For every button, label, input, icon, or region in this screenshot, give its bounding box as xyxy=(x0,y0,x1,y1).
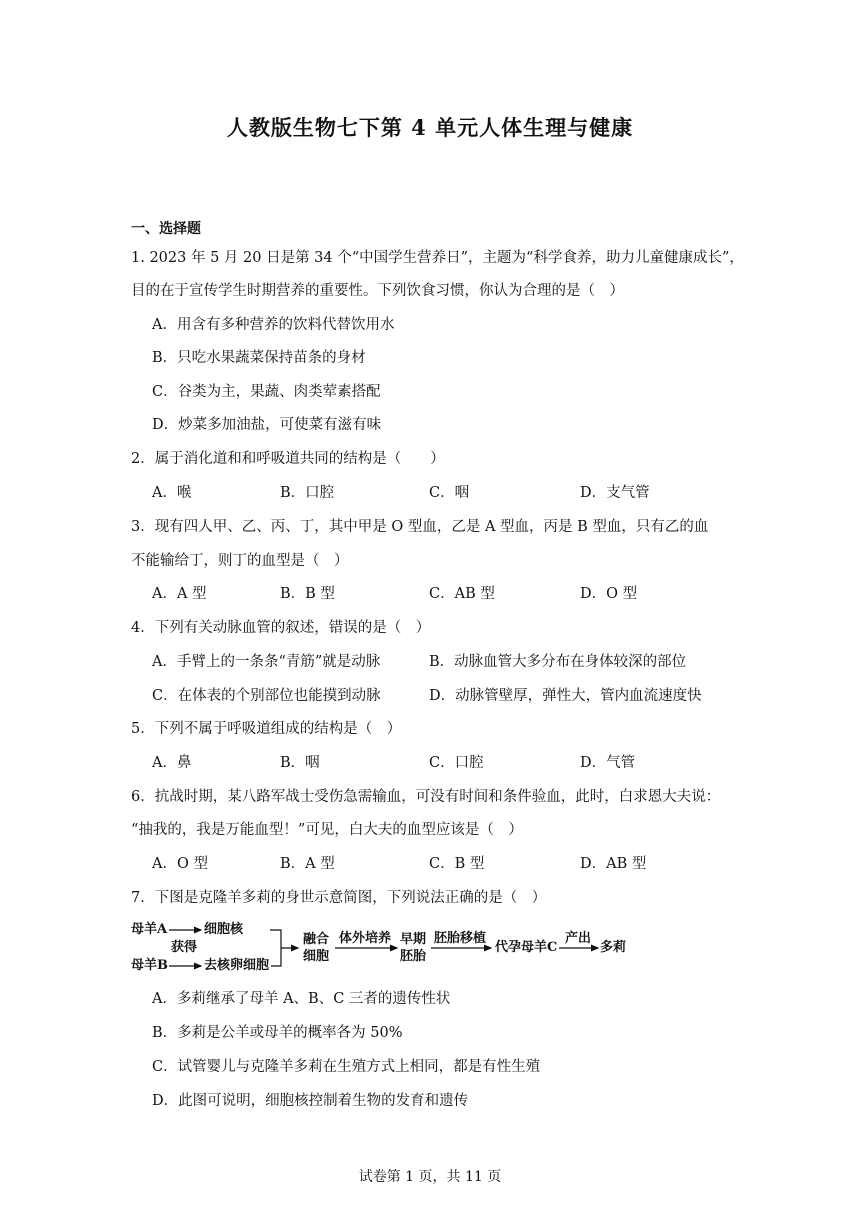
question-7-option-c: C．试管婴儿与克隆羊多莉在生殖方式上相同，都是有性生殖 xyxy=(152,1059,541,1075)
question-6-option-c: C．B 型 xyxy=(429,856,485,872)
question-1-line-1: 1. 2023 年 5 月 20 日是第 34 个“中国学生营养日”，主题为“科学食养，助力儿童健康成长”， xyxy=(131,250,744,266)
fused-cell-label-2: 细胞 xyxy=(303,949,330,964)
fused-cell-label-1: 融合 xyxy=(303,932,330,947)
question-1-option-b: B．只吃水果蔬菜保持苗条的身材 xyxy=(152,350,366,366)
question-4-option-d: D．动脉管壁厚，弹性大，管内血流速度快 xyxy=(429,688,702,704)
question-1-option-c: C．谷类为主，果蔬、肉类荤素搭配 xyxy=(152,384,381,400)
question-1-option-d: D．炒菜多加油盐，可使菜有滋有味 xyxy=(152,417,382,433)
question-3-option-a: A．A 型 xyxy=(152,586,207,602)
question-3-option-b: B．B 型 xyxy=(280,586,335,602)
question-6-line-1: 6．抗战时期，某八路军战士受伤急需输血，可没有时间和条件验血，此时，白求恩大夫说： xyxy=(131,789,721,805)
question-4-option-c: C．在体表的个别部位也能摸到动脉 xyxy=(152,688,381,704)
culture-label: 体外培养 xyxy=(339,931,392,946)
section-heading: 一、选择题 xyxy=(131,221,201,237)
question-2-option-b: B．口腔 xyxy=(280,485,335,501)
question-5-option-d: D．气管 xyxy=(580,755,636,771)
question-3-line-1: 3．现有四人甲、乙、丙、丁，其中甲是 O 型血，乙是 A 型血，丙是 B 型血，只有乙的血 xyxy=(131,519,709,535)
page-title: 人教版生物七下第 4 单元人体生理与健康 xyxy=(226,115,634,140)
question-7-line-1: 7．下图是克隆羊多莉的身世示意简图，下列说法正确的是（ ） xyxy=(131,890,547,906)
question-5-option-b: B．咽 xyxy=(280,755,320,771)
question-1-option-a: A．用含有多种营养的饮料代替饮用水 xyxy=(152,317,395,333)
question-1-line-2: 目的在于宣传学生时期营养的重要性。下列饮食习惯，你认为合理的是（ ） xyxy=(131,283,624,299)
question-5-line-1: 5．下列不属于呼吸道组成的结构是（ ） xyxy=(131,721,402,737)
question-7-option-d: D．此图可说明，细胞核控制着生物的发育和遗传 xyxy=(152,1093,469,1109)
question-4-option-b: B．动脉血管大多分布在身体较深的部位 xyxy=(429,654,687,670)
question-3-option-d: D．O 型 xyxy=(580,586,638,602)
question-2-option-c: C．咽 xyxy=(429,485,470,501)
question-4-option-a: A．手臂上的一条条“青筋”就是动脉 xyxy=(152,654,381,670)
question-5-option-a: A．鼻 xyxy=(152,755,192,771)
enucleated-egg-label: 去核卵细胞 xyxy=(204,958,270,973)
dolly-cloning-diagram xyxy=(131,918,631,974)
obtain-label: 获得 xyxy=(171,940,198,955)
dolly-label: 多莉 xyxy=(600,940,627,955)
born-label: 产出 xyxy=(565,931,592,946)
transplant-label: 胚胎移植 xyxy=(434,931,487,946)
question-7-option-b: B．多莉是公羊或母羊的概率各为 50% xyxy=(152,1025,403,1041)
question-2-option-d: D．支气管 xyxy=(580,485,650,501)
question-6-option-d: D．AB 型 xyxy=(580,856,647,872)
question-2-line-1: 2．属于消化道和和呼吸道共同的结构是（ ） xyxy=(131,451,445,467)
question-6-option-a: A．O 型 xyxy=(152,856,208,872)
early-embryo-label-2: 胚胎 xyxy=(400,949,427,964)
surrogate-label: 代孕母羊C xyxy=(495,940,558,955)
question-6-option-b: B．A 型 xyxy=(280,856,335,872)
question-4-line-1: 4．下列有关动脉血管的叙述，错误的是（ ） xyxy=(131,620,431,636)
question-3-option-c: C．AB 型 xyxy=(429,586,495,602)
sheep-b-label: 母羊B xyxy=(131,958,168,973)
question-7-option-a: A．多莉继承了母羊 A、B、C 三者的遗传性状 xyxy=(152,991,451,1007)
question-5-option-c: C．口腔 xyxy=(429,755,484,771)
question-6-line-2: “抽我的，我是万能血型！”可见，白大夫的血型应该是（ ） xyxy=(131,822,523,838)
question-3-line-2: 不能输给丁，则丁的血型是（ ） xyxy=(131,553,349,569)
question-2-option-a: A．喉 xyxy=(152,485,192,501)
sheep-a-label: 母羊A xyxy=(131,922,168,937)
early-embryo-label-1: 早期 xyxy=(400,932,427,947)
page-footer: 试卷第 1 页，共 11 页 xyxy=(358,1169,502,1185)
nucleus-label: 细胞核 xyxy=(204,922,244,937)
